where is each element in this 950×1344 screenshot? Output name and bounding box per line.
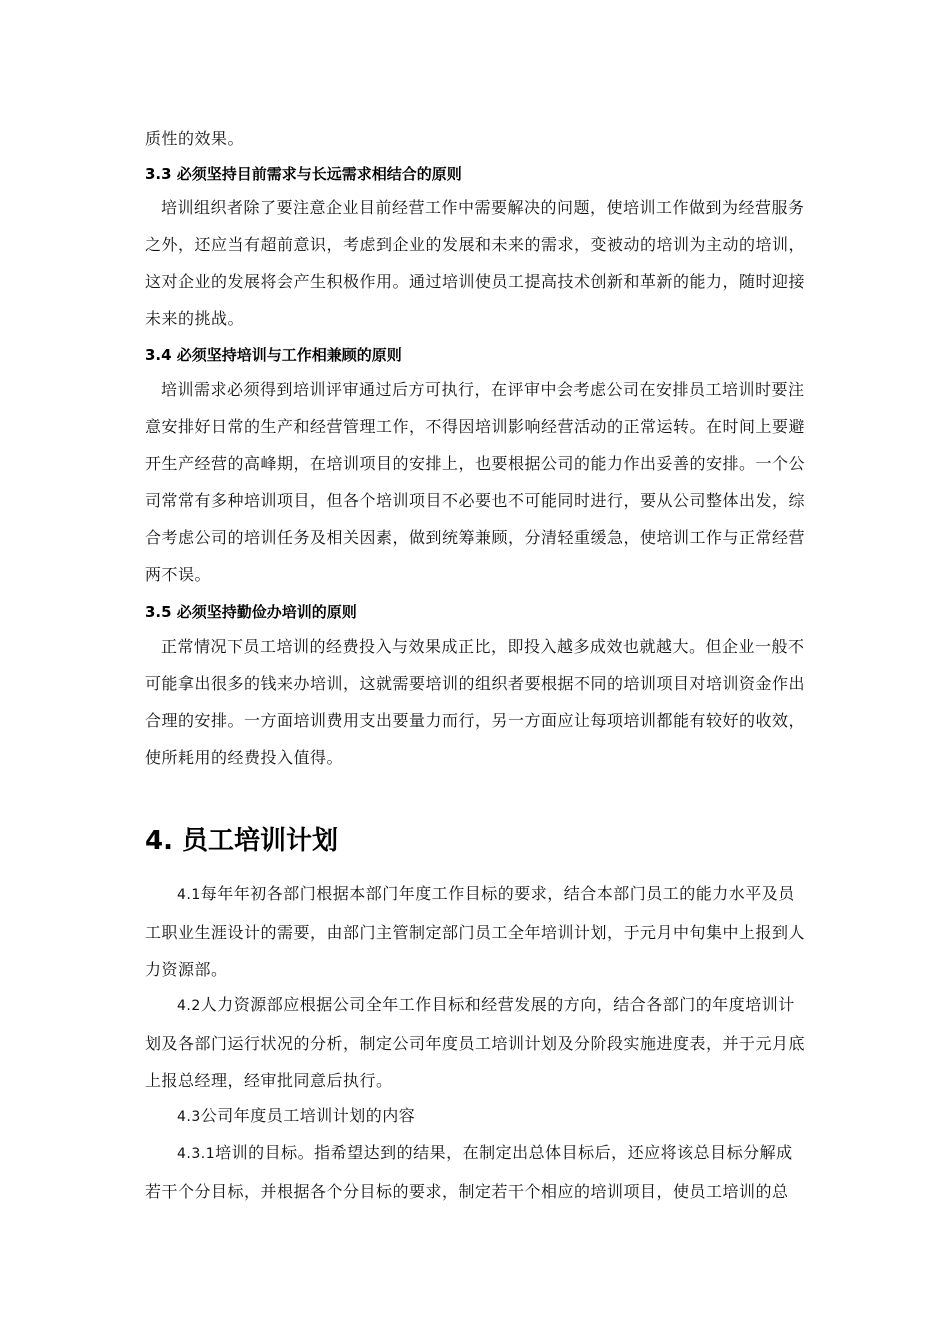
section-number-4-2: 4.2 [177, 998, 201, 1014]
paragraph-4-2-text: 人力资源部应根据公司全年工作目标和经营发展的方向，结合各部门的年度培训计划及各部门运行状况的分析，制定公司年度员工培训计划及分阶段实施进度表，并于元月底上报总经理，经审批同意后执行。 [145, 995, 806, 1090]
paragraph-3-3: 培训组织者除了要注意企业目前经营工作中需要解决的问题，使培训工作做到为经营服务之外，还应当有超前意识，考虑到企业的发展和未来的需求，变被动的培训为主动的培训，这对企业的发展将会产生积极作用。通过培训使员工提高技术创新和革新的能力，随时迎接未来的挑战。 [145, 198, 806, 328]
section-number-4-3: 4.3 [177, 1109, 201, 1125]
paragraph-4-1-text: 每年年初各部门根据本部门年度工作目标的要求，结合本部门员工的能力水平及员工职业生涯设计的需要，由部门主管制定部门员工全年培训计划，于元月中旬集中上报到人力资源部。 [145, 884, 806, 979]
heading-3-3: 3.3 必须坚持目前需求与长远需求相结合的原则 [145, 165, 462, 183]
paragraph-intro: 质性的效果。 [145, 129, 245, 148]
paragraph-4-2 [145, 986, 807, 1099]
paragraph-4-3 [145, 1097, 807, 1136]
heading-3-5: 3.5 必须坚持勤俭办培训的原则 [145, 603, 357, 621]
paragraph-4-1 [145, 875, 807, 988]
heading-3-4: 3.4 必须坚持培训与工作相兼顾的原则 [145, 346, 402, 364]
section-number-4-3-1: 4.3.1 [177, 1146, 216, 1162]
paragraph-3-4: 培训需求必须得到培训评审通过后方可执行，在评审中会考虑公司在安排员工培训时要注意安排好日常的生产和经营管理工作，不得因培训影响经营活动的正常运转。在时间上要避开生产经营的高峰期，在培训项目的安排上，也要根据公司的能力作出妥善的安排。一个公司常常有多种培训项目，但各个培训项目不必要也不可能同时进行，要从公司整体出发，综合考虑公司的培训任务及相关因素，做到统筹兼顾，分清轻重缓急，使培训工作与正常经营两不误。 [145, 380, 806, 584]
paragraph-4-3-1 [145, 1134, 807, 1210]
paragraph-4-3-1-text: 培训的目标。指希望达到的结果，在制定出总体目标后，还应将该总目标分解成若干个分目标，并根据各个分目标的要求，制定若干个相应的培训项目，使员工培训的总 [145, 1143, 793, 1201]
paragraph-4-3-text: 公司年度员工培训计划的内容 [200, 1106, 416, 1125]
heading-4: 4. 员工培训计划 [145, 826, 339, 856]
section-number-4-1: 4.1 [177, 887, 201, 903]
paragraph-3-5: 正常情况下员工培训的经费投入与效果成正比，即投入越多成效也就越大。但企业一般不可能拿出很多的钱来办培训，这就需要培训的组织者要根据不同的培训项目对培训资金作出合理的安排。一方面培训费用支出要量力而行，另一方面应让每项培训都能有较好的收效，使所耗用的经费投入值得。 [145, 637, 806, 767]
